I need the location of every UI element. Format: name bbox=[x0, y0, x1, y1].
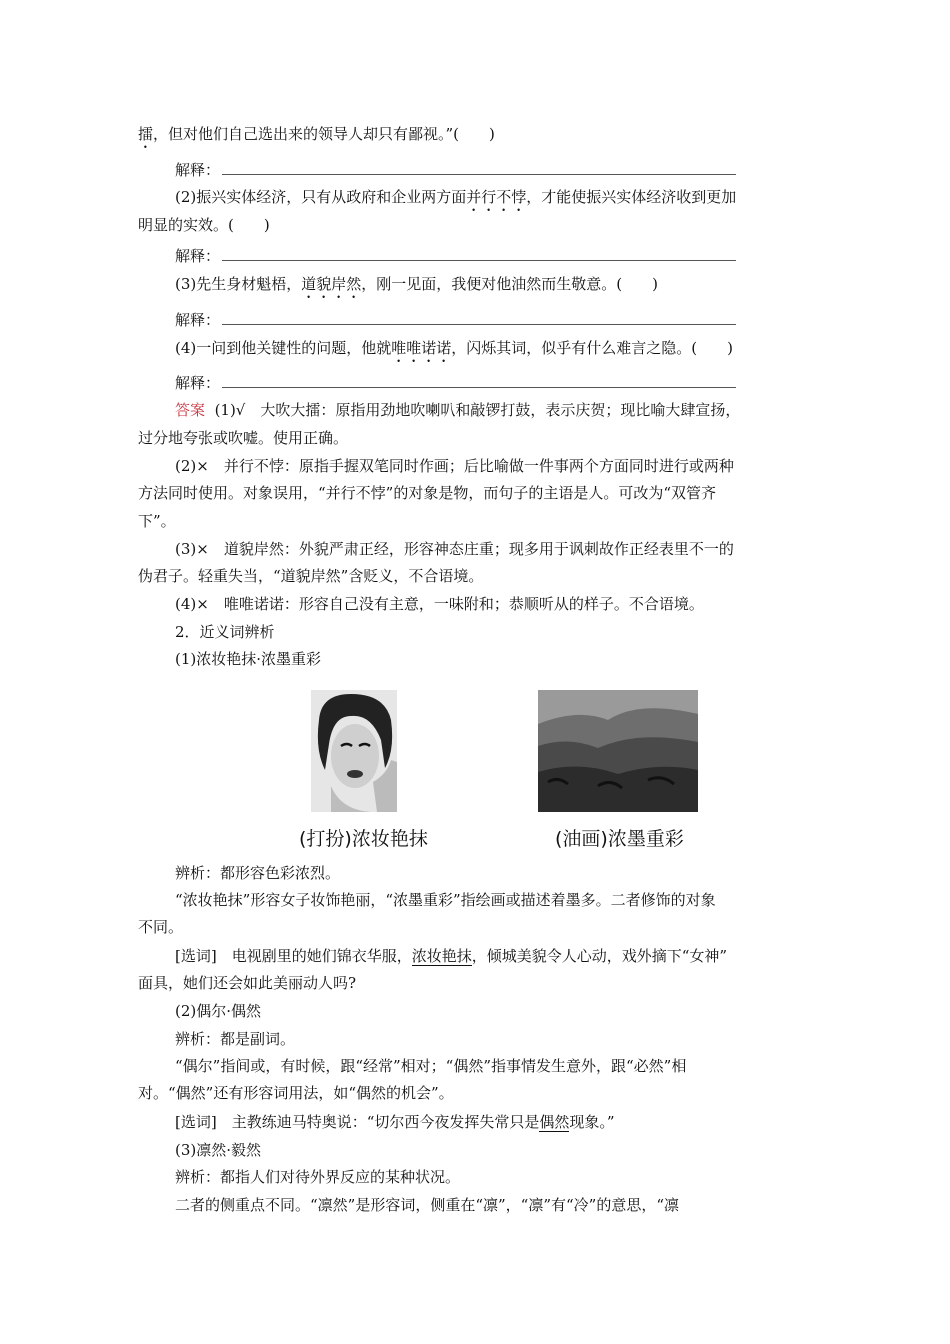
illustration-figure bbox=[279, 682, 709, 857]
subsection-heading: (1)浓妆艳抹·浓墨重彩 bbox=[175, 650, 322, 668]
subsection-heading: (2)偶尔·偶然 bbox=[175, 1002, 262, 1020]
subsection-heading: (3)凛然·毅然 bbox=[175, 1141, 262, 1159]
text-line: 不同。 bbox=[138, 918, 184, 936]
text-line: “偶尔”指间或，有时候，跟“经常”相对；“偶然”指事情发生意外，跟“必然”相 bbox=[175, 1057, 687, 1075]
text-line: 伪君子。轻重失当，“道貌岸然”含贬义，不合语境。 bbox=[138, 567, 484, 585]
figure-caption: (油画)浓墨重彩 bbox=[555, 828, 684, 850]
text-line: (3)先生身材魁梧，道貌岸然，刚一见面，我便对他油然而生敬意。( ) bbox=[175, 275, 658, 293]
text-line: 面具，她们还会如此美丽动人吗? bbox=[138, 974, 357, 992]
text-line: 明显的实效。( ) bbox=[138, 216, 270, 234]
figure-caption: (打扮)浓妆艳抹 bbox=[299, 828, 428, 850]
answer-blank[interactable]: 解释： bbox=[175, 246, 736, 266]
text-line: [选词] 主教练迪马特奥说：“切尔西今夜发挥失常只是偶然现象。” bbox=[175, 1113, 615, 1131]
text-line: 方法同时使用。对象误用，“并行不悖”的对象是物，而句子的主语是人。可改为“双管齐 bbox=[138, 484, 717, 502]
text-line: 辨析：都指人们对待外界反应的某种状况。 bbox=[175, 1168, 461, 1186]
text-line: (2)振兴实体经济，只有从政府和企业两方面并行不悖，才能使振兴实体经济收到更加 bbox=[175, 188, 737, 206]
text-line: 辨析：都形容色彩浓烈。 bbox=[175, 864, 341, 882]
answer-blank[interactable]: 解释： bbox=[175, 160, 736, 180]
text-line: 对。“偶然”还有形容词用法，如“偶然的机会”。 bbox=[138, 1084, 454, 1102]
answer-line: 答案 (1)√ 大吹大擂：原指用劲地吹喇叭和敲锣打鼓，表示庆贺；现比喻大肆宣扬， bbox=[175, 401, 741, 419]
oil-painting-image bbox=[538, 690, 698, 812]
text-line: (3)× 道貌岸然：外貌严肃正经，形容神态庄重；现多用于讽刺故作正经表里不一的 bbox=[175, 540, 734, 558]
section-heading: 2．近义词辨析 bbox=[175, 623, 275, 641]
answer-blank[interactable]: 解释： bbox=[175, 310, 736, 330]
text-line: [选词] 电视剧里的她们锦衣华服，浓妆艳抹，倾城美貌令人心动，戏外摘下“女神” bbox=[175, 947, 728, 965]
text-line: (4)× 唯唯诺诺：形容自己没有主意，一味附和；恭顺听从的样子。不合语境。 bbox=[175, 595, 704, 613]
text-line: 辨析：都是副词。 bbox=[175, 1030, 296, 1048]
answer-blank[interactable]: 解释： bbox=[175, 373, 736, 393]
answer-label: 答案 bbox=[175, 401, 206, 419]
text-line: 擂，但对他们自己选出来的领导人却只有鄙视。”( ) bbox=[138, 125, 495, 143]
text-line: 二者的侧重点不同。“凛然”是形容词，侧重在“凛”，“凛”有“冷”的意思，“凛 bbox=[175, 1196, 680, 1214]
text-line: 下”。 bbox=[138, 512, 176, 530]
text-line: (2)× 并行不悖：原指手握双笔同时作画；后比喻做一件事两个方面同时进行或两种 bbox=[175, 457, 734, 475]
text-line: 过分地夸张或吹嘘。使用正确。 bbox=[138, 429, 349, 447]
makeup-portrait-image bbox=[311, 690, 397, 812]
text-line: “浓妆艳抹”形容女子妆饰艳丽，“浓墨重彩”指绘画或描述着墨多。二者修饰的对象 bbox=[175, 891, 716, 909]
text-line: (4)一问到他关键性的问题，他就唯唯诺诺，闪烁其词，似乎有什么难言之隐。( ) bbox=[175, 339, 733, 357]
